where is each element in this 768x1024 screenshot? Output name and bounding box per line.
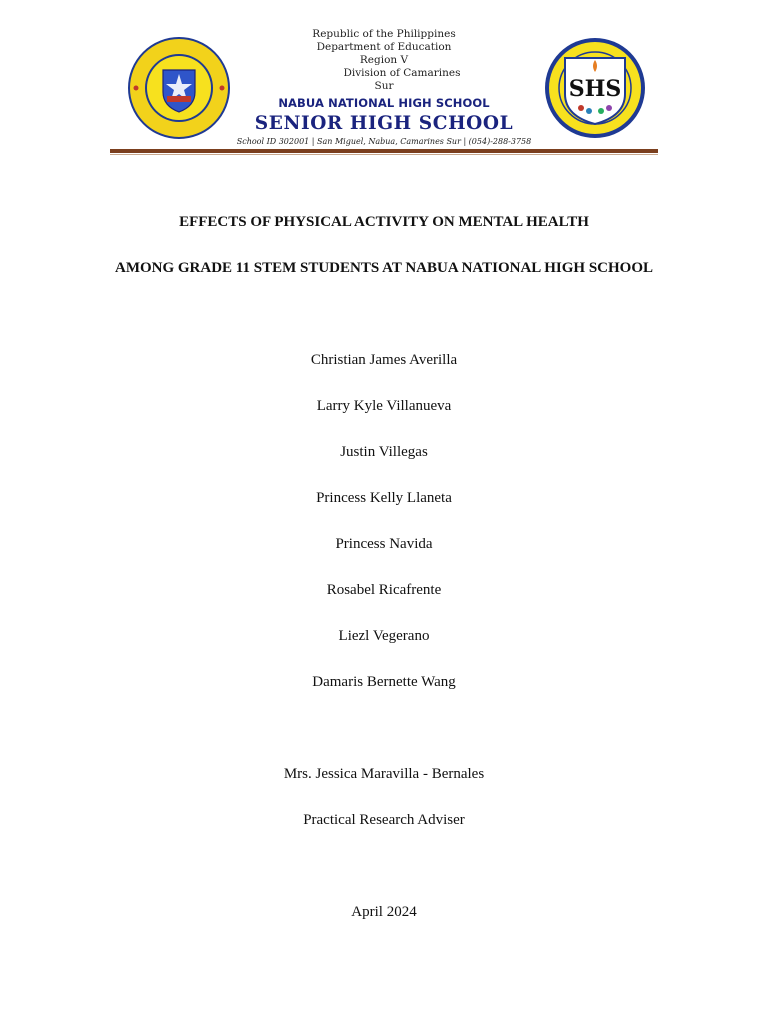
author-name: Christian James Averilla [310, 352, 458, 368]
adviser-role: Practical Research Adviser [303, 812, 465, 828]
letterhead-contact: School ID 302001 | San Miguel, Nabua, Camarines Sur | (054)-288-3758 [236, 137, 532, 146]
author-name: Larry Kyle Villanueva [316, 398, 452, 414]
letterhead-deped: Department of Education [316, 41, 452, 53]
author-name: Rosabel Ricafrente [326, 582, 442, 598]
svg-text:SHS: SHS [568, 76, 622, 102]
author-name: Damaris Bernette Wang [312, 674, 456, 690]
author-name: Princess Kelly Llaneta [316, 490, 452, 506]
document-date: April 2024 [351, 904, 417, 920]
letterhead-region: Region V [359, 54, 409, 66]
letterhead-rule-shadow [110, 154, 658, 155]
letterhead-school-name: NABUA NATIONAL HIGH SCHOOL [278, 96, 490, 110]
title-line-2: AMONG GRADE 11 STEM STUDENTS AT NABUA NATIONAL HIGH SCHOOL [114, 260, 653, 276]
letterhead-division-cont: Sur [374, 80, 394, 92]
letterhead [200, 28, 568, 146]
letterhead-shs: SENIOR HIGH SCHOOL [254, 113, 514, 134]
author-name: Liezl Vegerano [338, 628, 430, 644]
letterhead-rule [110, 149, 658, 153]
letterhead-republic: Republic of the Philippines [312, 28, 456, 40]
shs-seal-right-icon [543, 36, 647, 140]
letterhead-division: Division of Camarines [343, 67, 461, 79]
adviser-name: Mrs. Jessica Maravilla - Bernales [283, 766, 485, 782]
author-name: Princess Navida [335, 536, 433, 552]
author-name: Justin Villegas [340, 444, 428, 460]
title-line-1: EFFECTS OF PHYSICAL ACTIVITY ON MENTAL HEALTH [179, 214, 589, 230]
